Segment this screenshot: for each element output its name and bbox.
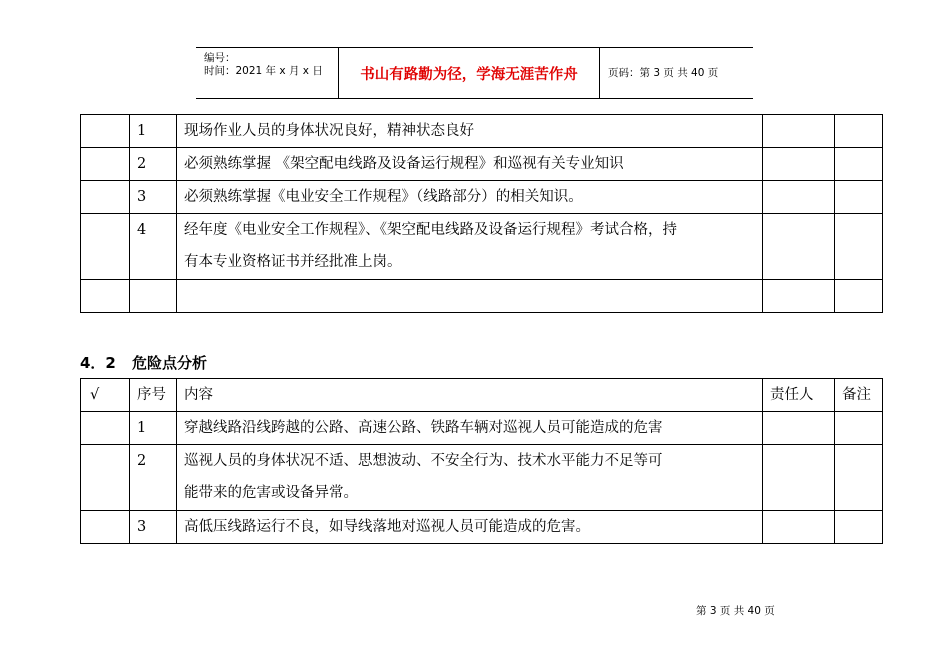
table-row [81, 511, 883, 544]
header-responsible: 责任人 [763, 379, 835, 412]
motto-text: 书山有路勤为径，学海无涯苦作舟 [360, 66, 578, 83]
table-row [81, 412, 883, 445]
content-line: 巡视人员的身体状况不适、思想波动、不安全行为、技术水平能力不足等可 [184, 453, 663, 469]
header-no: 序号 [130, 379, 177, 412]
page-header [196, 47, 753, 99]
remark-cell [835, 445, 883, 511]
responsible-cell [763, 511, 835, 544]
row-number: 2 [130, 445, 177, 511]
row-content [177, 280, 763, 313]
check-cell [81, 445, 130, 511]
row-content: 现场作业人员的身体状况良好，精神状态良好 [177, 115, 763, 148]
row-content [177, 445, 763, 511]
remark-cell [835, 412, 883, 445]
row-content: 必须熟练掌握《电业安全工作规程》（线路部分）的相关知识。 [177, 181, 763, 214]
remark-cell [835, 115, 883, 148]
page-info: 页码：第 3 页 共 40 页 [608, 67, 719, 79]
table-row [81, 181, 883, 214]
row-number: 3 [130, 511, 177, 544]
table-row [81, 115, 883, 148]
remark-cell [835, 280, 883, 313]
row-number: 3 [130, 181, 177, 214]
code-label: 编号： [204, 52, 236, 64]
header-page-cell [600, 48, 753, 98]
header-remark: 备注 [835, 379, 883, 412]
check-cell [81, 214, 130, 280]
check-cell [81, 115, 130, 148]
responsible-cell [763, 280, 835, 313]
row-content: 穿越线路沿线跨越的公路、高速公路、铁路车辆对巡视人员可能造成的危害 [177, 412, 763, 445]
content-line: 能带来的危害或设备异常。 [184, 485, 358, 501]
check-cell [81, 181, 130, 214]
table-row [81, 148, 883, 181]
responsible-cell [763, 214, 835, 280]
section-heading [80, 352, 207, 373]
responsible-cell [763, 148, 835, 181]
row-number: 2 [130, 148, 177, 181]
content-line: 经年度《电业安全工作规程》、《架空配电线路及设备运行规程》考试合格，持 [184, 222, 677, 238]
time-label: 时间：2021 年 x 月 x 日 [204, 65, 323, 77]
check-cell [81, 280, 130, 313]
section-title: 危险点分析 [132, 354, 208, 372]
table-row [81, 445, 883, 511]
responsible-cell [763, 412, 835, 445]
remark-cell [835, 148, 883, 181]
responsible-cell [763, 445, 835, 511]
responsible-cell [763, 115, 835, 148]
row-number: 1 [130, 412, 177, 445]
check-cell [81, 148, 130, 181]
table-row-empty [81, 280, 883, 313]
row-number: 4 [130, 214, 177, 280]
row-content: 高低压线路运行不良，如导线落地对巡视人员可能造成的危害。 [177, 511, 763, 544]
row-number [130, 280, 177, 313]
page-footer: 第 3 页 共 40 页 [696, 605, 775, 617]
row-number: 1 [130, 115, 177, 148]
header-motto-cell [339, 48, 600, 98]
remark-cell [835, 511, 883, 544]
remark-cell [835, 181, 883, 214]
table-header-row [81, 379, 883, 412]
header-meta-cell [196, 48, 339, 98]
section-number: 4．2 [80, 354, 116, 372]
requirements-table [80, 114, 883, 313]
header-content: 内容 [177, 379, 763, 412]
check-cell [81, 412, 130, 445]
check-cell [81, 511, 130, 544]
row-content: 必须熟练掌握 《架空配电线路及设备运行规程》和巡视有关专业知识 [177, 148, 763, 181]
responsible-cell [763, 181, 835, 214]
content-line: 有本专业资格证书并经批准上岗。 [184, 254, 402, 270]
row-content [177, 214, 763, 280]
hazard-table [80, 378, 883, 544]
header-check: √ [81, 379, 130, 412]
remark-cell [835, 214, 883, 280]
table-row [81, 214, 883, 280]
